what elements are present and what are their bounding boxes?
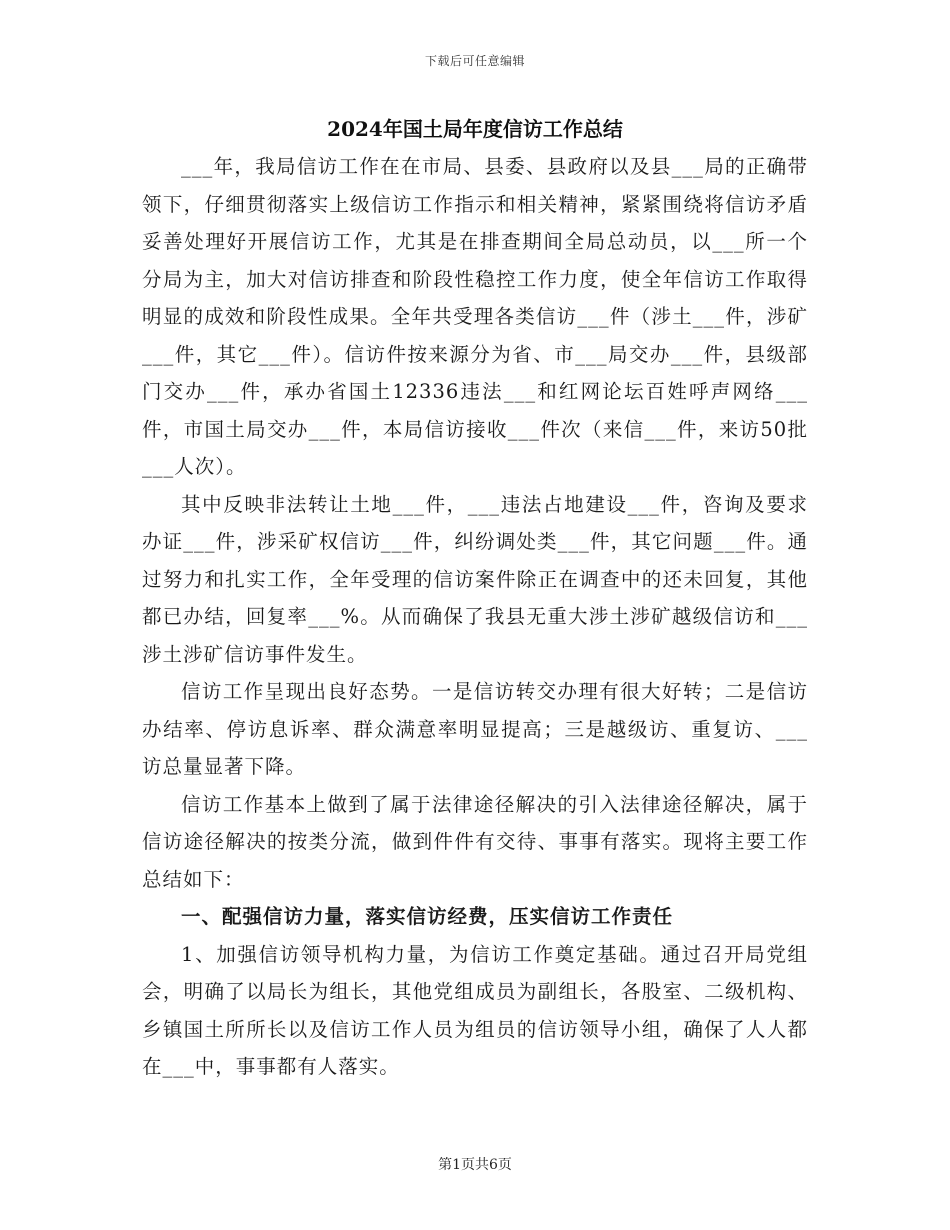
paragraph: 信访工作呈现出良好态势。一是信访转交办理有很大好转；二是信访办结率、停访息诉率、群众满意率明显提高；三是越级访、重复访、___访总量显著下降。 bbox=[142, 680, 808, 778]
paragraph: 信访工作基本上做到了属于法律途径解决的引入法律途径解决，属于信访途径解决的按类分流，做到件件有交待、事事有落实。现将主要工作总结如下： bbox=[142, 792, 808, 891]
document-body bbox=[142, 112, 808, 1086]
section-heading: 一、配强信访力量，落实信访经费，压实信访工作责任 bbox=[181, 905, 674, 928]
paragraph: 其中反映非法转让土地___件，___违法占地建设___件，咨询及要求办证___件，涉采矿权信访___件，纠纷调处类___件，其它问题___件。通过努力和扎实工作，全年受理的信访案件除正在调查中的还未回复，其他都已办结，回复率___%。从而确保了我县无重大涉土涉矿越级信访和___涉土涉矿信访事件发生。 bbox=[142, 492, 808, 666]
paragraph: ___年，我局信访工作在在市局、县委、县政府以及县___局的正确带领下，仔细贯彻落实上级信访工作指示和相关精神，紧紧围绕将信访矛盾妥善处理好开展信访工作，尤其是在排查期间全局总动员，以___所一个分局为主，加大对信访排查和阶段性稳控工作力度，使全年信访工作取得明显的成效和阶段性成果。全年共受理各类信访___件（涉土___件，涉矿___件，其它___件）。信访件按来源分为省、市___局交办___件，县级部门交办___件，承办省国土12336违法___和红网论坛百姓呼声网络___件，市国土局交办___件，本局信访接收___件次（来信___件，来访50批___人次）。 bbox=[142, 155, 808, 478]
paragraph: 1、加强信访领导机构力量，为信访工作奠定基础。通过召开局党组会，明确了以局长为组长，其他党组成员为副组长，各股室、二级机构、乡镇国土所所长以及信访工作人员为组员的信访领导小组，确保了人人都在___中，事事都有人落实。 bbox=[142, 942, 808, 1078]
page-number: 第1页共6页 bbox=[438, 1157, 512, 1173]
header-note: 下载后可任意编辑 bbox=[424, 54, 525, 68]
document-title: 2024年国土局年度信访工作总结 bbox=[327, 117, 623, 141]
